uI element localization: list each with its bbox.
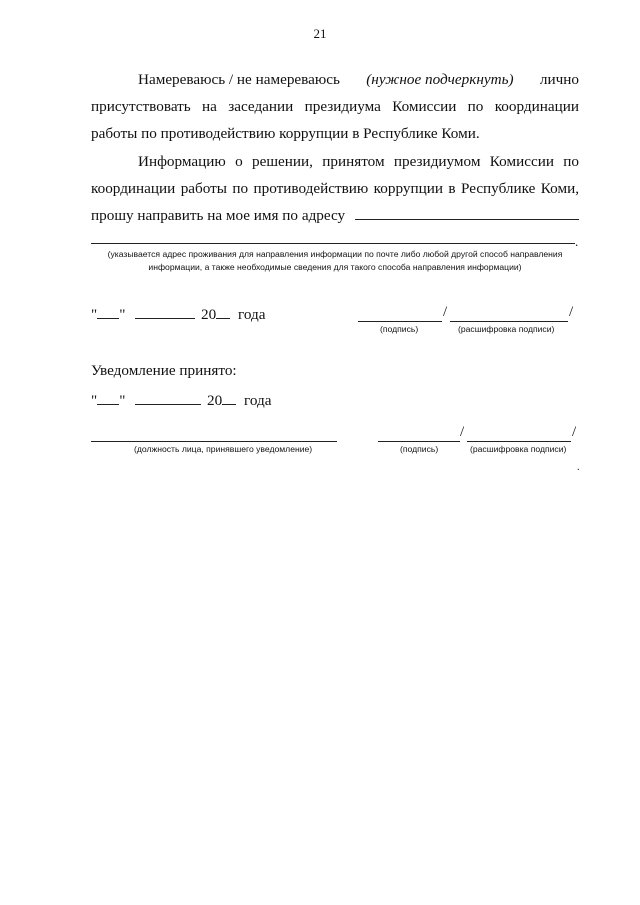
month-field-2[interactable] <box>135 392 201 405</box>
bottom-decoding-line[interactable] <box>467 441 571 442</box>
trailing-dot: . <box>577 462 580 473</box>
address-field-line-2[interactable] <box>91 243 575 244</box>
position-caption: (должность лица, принявшего уведомление) <box>134 444 313 454</box>
signature-slash-2: / <box>569 304 574 320</box>
address-note-line-1: (указывается адрес проживания для направления информации по почте либо любой другой способ направления <box>107 249 563 259</box>
day-field[interactable] <box>97 306 119 319</box>
intent-line-1 <box>138 66 579 93</box>
signature-caption: (подпись) <box>380 324 419 334</box>
signature-line[interactable] <box>358 321 442 322</box>
info-line-3: прошу направить на мое имя по адресу <box>91 207 346 224</box>
bottom-slash-1: / <box>460 424 465 440</box>
info-line-1: Информацию о решении, принятом президиумом Комиссии по <box>138 153 579 170</box>
bottom-signature-caption: (подпись) <box>400 444 439 454</box>
info-line-2: координации работы по противодействию коррупции в Республике Коми, <box>91 180 579 197</box>
intent-options: Намереваюсь / не намереваюсь <box>138 71 340 88</box>
day-field-2[interactable] <box>97 392 119 405</box>
intent-personally: лично <box>539 71 579 88</box>
address-field-line[interactable] <box>355 219 579 220</box>
bottom-slash-2: / <box>572 424 577 440</box>
intent-line-3: работы по противодействию коррупции в Республике Коми. <box>91 125 480 142</box>
date-row-2: " " 20 года <box>91 392 272 409</box>
address-note-line-2: информации, а также необходимые сведения для такого способа направления информации) <box>148 262 522 272</box>
intent-line-2: присутствовать на заседании президиума Комиссии по координации <box>91 98 579 115</box>
intent-underline-hint: (нужное подчеркнуть) <box>366 71 514 88</box>
position-line[interactable] <box>91 441 337 442</box>
bottom-decoding-caption: (расшифровка подписи) <box>470 444 567 454</box>
decoding-caption: (расшифровка подписи) <box>458 324 555 334</box>
signature-slash-1: / <box>443 304 448 320</box>
signature-decoding-line[interactable] <box>450 321 568 322</box>
year-field-2[interactable] <box>222 392 236 405</box>
date-row-1: " " 20 года <box>91 306 266 323</box>
month-field[interactable] <box>135 306 195 319</box>
page-number: 21 <box>313 26 327 41</box>
address-end-dot: . <box>575 234 579 249</box>
received-label: Уведомление принято: <box>91 362 237 379</box>
year-field[interactable] <box>216 306 230 319</box>
bottom-signature-line[interactable] <box>378 441 460 442</box>
